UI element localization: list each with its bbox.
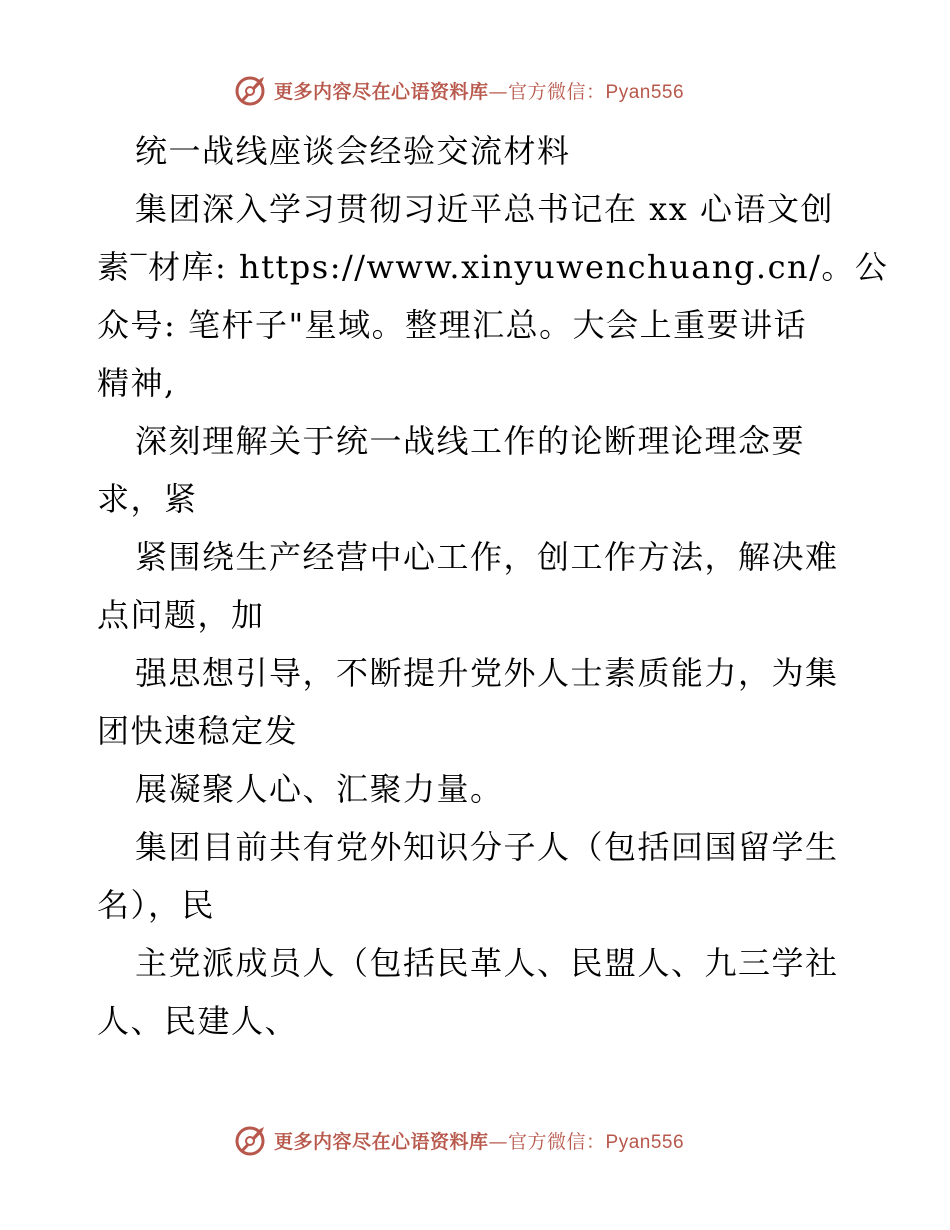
- paragraph-line: 集团目前共有党外知识分子人（包括回国留学生: [135, 828, 839, 866]
- banner-wechat-id: Pyan556: [605, 81, 685, 103]
- quill-logo-icon: [234, 1123, 268, 1157]
- quill-logo-icon: [234, 73, 268, 107]
- banner-dash: —: [488, 80, 509, 103]
- paragraph-line: 强思想引导，不断提升党外人士素质能力，为集: [135, 654, 839, 692]
- banner-text: [274, 1127, 684, 1154]
- banner-wechat-id: Pyan556: [605, 1131, 685, 1153]
- banner-lead: 更多内容尽在心语资料库: [274, 1130, 489, 1153]
- paragraph-line: 求，紧: [97, 480, 198, 518]
- document-body: [97, 122, 889, 1050]
- banner-lead: 更多内容尽在心语资料库: [274, 80, 489, 103]
- banner-official: 官方微信：: [508, 80, 606, 103]
- paragraph-line: 素‾材库: https://www.xinyuwenchuang.cn/。公: [97, 248, 889, 286]
- paragraph-line: 主党派成员人（包括民革人、民盟人、九三学社: [135, 944, 839, 982]
- footer-banner: [234, 1122, 684, 1158]
- paragraph-line: 展凝聚人心、汇聚力量。: [135, 770, 504, 808]
- paragraph-line: 点问题，加: [97, 596, 265, 634]
- header-banner: [234, 72, 684, 108]
- paragraph-line: 众号: 笔杆子"星域。整理汇总。大会上重要讲话: [97, 306, 808, 344]
- paragraph-line: 人、民建人、: [97, 1002, 299, 1040]
- paragraph-line: 精神,: [97, 364, 176, 402]
- banner-text: [274, 77, 684, 104]
- paragraph-line: 名），民: [97, 886, 216, 924]
- paragraph-line: 团快速稳定发: [97, 712, 299, 750]
- paragraph-line: 深刻理解关于统一战线工作的论断理论理念要: [135, 422, 806, 460]
- document-title: 统一战线座谈会经验交流材料: [135, 132, 571, 170]
- banner-dash: —: [488, 1130, 509, 1153]
- paragraph-line: 集团深入学习贯彻习近平总书记在 xx 心语文创: [135, 190, 834, 228]
- paragraph-line: 紧围绕生产经营中心工作，创工作方法，解决难: [135, 538, 839, 576]
- banner-official: 官方微信：: [508, 1130, 606, 1153]
